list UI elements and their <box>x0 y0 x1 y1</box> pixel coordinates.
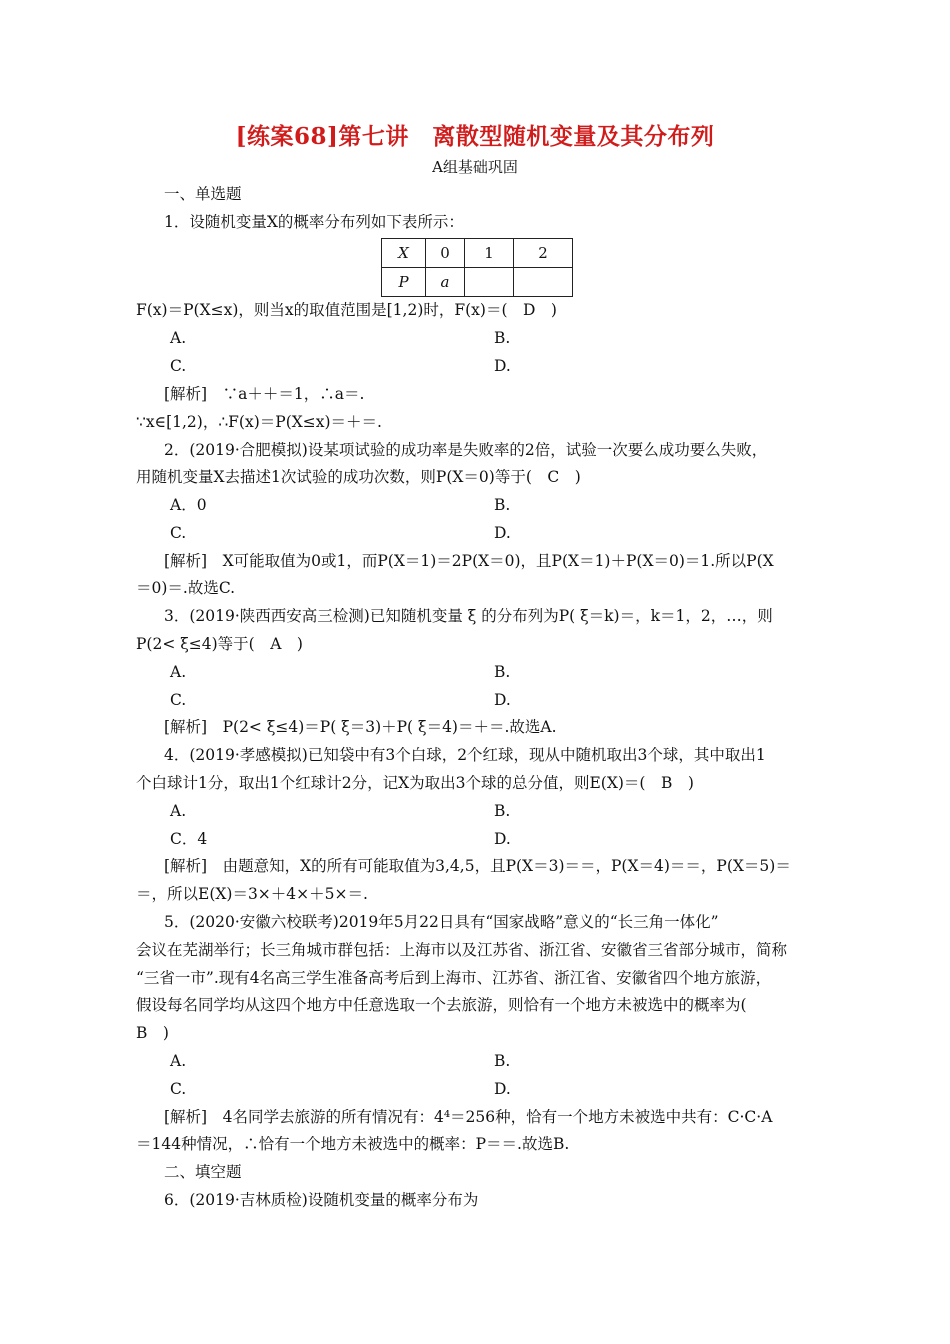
q5-solution-line: [解析] 4名同学去旅游的所有情况有：4⁴＝256种，恰有一个地方未被选中共有：C·C·A <box>164 1108 773 1126</box>
q4-option-a: A. <box>170 802 187 820</box>
q3-option-d: D. <box>494 691 511 709</box>
q2-option-c: C. <box>170 524 187 542</box>
q4-solution-line: ＝，所以E(X)＝3×＋4×＋5×＝. <box>136 885 368 903</box>
q3-option-c: C. <box>170 691 187 709</box>
table-cell: X <box>382 239 426 268</box>
q5-stem-cont: 会议在芜湖举行；长三角城市群包括：上海市以及江苏省、浙江省、安徽省三省部分城市，简称 <box>136 941 788 959</box>
q1-stem: 1．设随机变量X的概率分布列如下表所示： <box>164 213 464 231</box>
table-cell: 1 <box>465 239 514 268</box>
q2-solution-line: [解析] X可能取值为0或1，而P(X＝1)＝2P(X＝0)，且P(X＝1)＋P(X＝0)＝1.所以P(X <box>164 552 774 570</box>
q3-option-a: A. <box>170 663 187 681</box>
q2-option-b: B. <box>494 496 511 514</box>
table-row <box>382 268 573 297</box>
section-heading-fill-in: 二、填空题 <box>164 1163 242 1181</box>
q1-solution-line: ∵x∈[1,2)，∴F(x)＝P(X≤x)＝＋＝. <box>136 413 382 431</box>
q1-option-d: D. <box>494 357 511 375</box>
q2-option-a: A．0 <box>170 496 207 514</box>
q5-stem: 5．(2020·安徽六校联考)2019年5月22日具有“国家战略”意义的“长三角一体化” <box>164 913 719 931</box>
q5-option-b: B. <box>494 1052 511 1070</box>
q1-option-c: C. <box>170 357 187 375</box>
q4-option-b: B. <box>494 802 511 820</box>
table-cell <box>465 268 514 297</box>
q3-solution-line: [解析] P(2< ξ≤4)＝P( ξ＝3)＋P( ξ＝4)＝＋＝.故选A. <box>164 718 557 736</box>
table-cell: 2 <box>514 239 573 268</box>
q2-solution-line: ＝0)＝.故选C. <box>136 579 236 597</box>
q5-option-d: D. <box>494 1080 511 1098</box>
q5-solution-line: ＝144种情况，∴恰有一个地方未被选中的概率：P＝＝.故选B. <box>136 1135 570 1153</box>
table-cell: 0 <box>426 239 465 268</box>
table-cell <box>514 268 573 297</box>
q3-stem: 3．(2019·陕西西安高三检测)已知随机变量 ξ 的分布列为P( ξ＝k)＝，k＝1，2，…，则 <box>164 607 773 625</box>
table-cell: a <box>426 268 465 297</box>
q4-option-d: D. <box>494 830 511 848</box>
q5-option-a: A. <box>170 1052 187 1070</box>
table-row <box>382 239 573 268</box>
q1-solution-line: [解析] ∵a＋＋＝1，∴a＝. <box>164 385 365 403</box>
q4-stem: 4．(2019·孝感模拟)已知袋中有3个白球，2个红球，现从中随机取出3个球，其中取出1 <box>164 746 766 764</box>
page-subtitle: A组基础巩固 <box>432 158 518 176</box>
q5-stem-cont: “三省一市”.现有4名高三学生准备高考后到上海市、江苏省、浙江省、安徽省四个地方旅游， <box>136 969 772 987</box>
q2-stem: 2．(2019·合肥模拟)设某项试验的成功率是失败率的2倍，试验一次要么成功要么失败， <box>164 441 768 459</box>
page-title: [练案68]第七讲 离散型随机变量及其分布列 <box>235 123 715 150</box>
section-heading-single-choice: 一、单选题 <box>164 185 242 203</box>
q4-stem-cont: 个白球计1分，取出1个红球计2分，记X为取出3个球的总分值，则E(X)＝( B ) <box>136 774 694 792</box>
q5-stem-cont: B ) <box>136 1024 169 1042</box>
q1-option-a: A. <box>170 329 187 347</box>
q2-stem-cont: 用随机变量X去描述1次试验的成功次数，则P(X＝0)等于( C ) <box>136 468 581 486</box>
q5-option-c: C. <box>170 1080 187 1098</box>
table-cell: P <box>382 268 426 297</box>
q4-solution-line: [解析] 由题意知，X的所有可能取值为3,4,5，且P(X＝3)＝＝，P(X＝4)＝＝，P(X＝5)＝ <box>164 857 791 875</box>
q5-stem-cont: 假设每名同学均从这四个地方中任意选取一个去旅游，则恰有一个地方未被选中的概率为( <box>136 996 747 1014</box>
q1-distribution-table <box>381 238 573 297</box>
q3-stem-cont: P(2< ξ≤4)等于( A ) <box>136 635 303 653</box>
q1-option-b: B. <box>494 329 511 347</box>
q6-stem: 6．(2019·吉林质检)设随机变量的概率分布为 <box>164 1191 479 1209</box>
q2-option-d: D. <box>494 524 511 542</box>
q4-option-c: C．4 <box>170 830 208 848</box>
q1-question-line: F(x)＝P(X≤x)，则当x的取值范围是[1,2)时，F(x)＝( D ) <box>136 301 557 319</box>
q3-option-b: B. <box>494 663 511 681</box>
